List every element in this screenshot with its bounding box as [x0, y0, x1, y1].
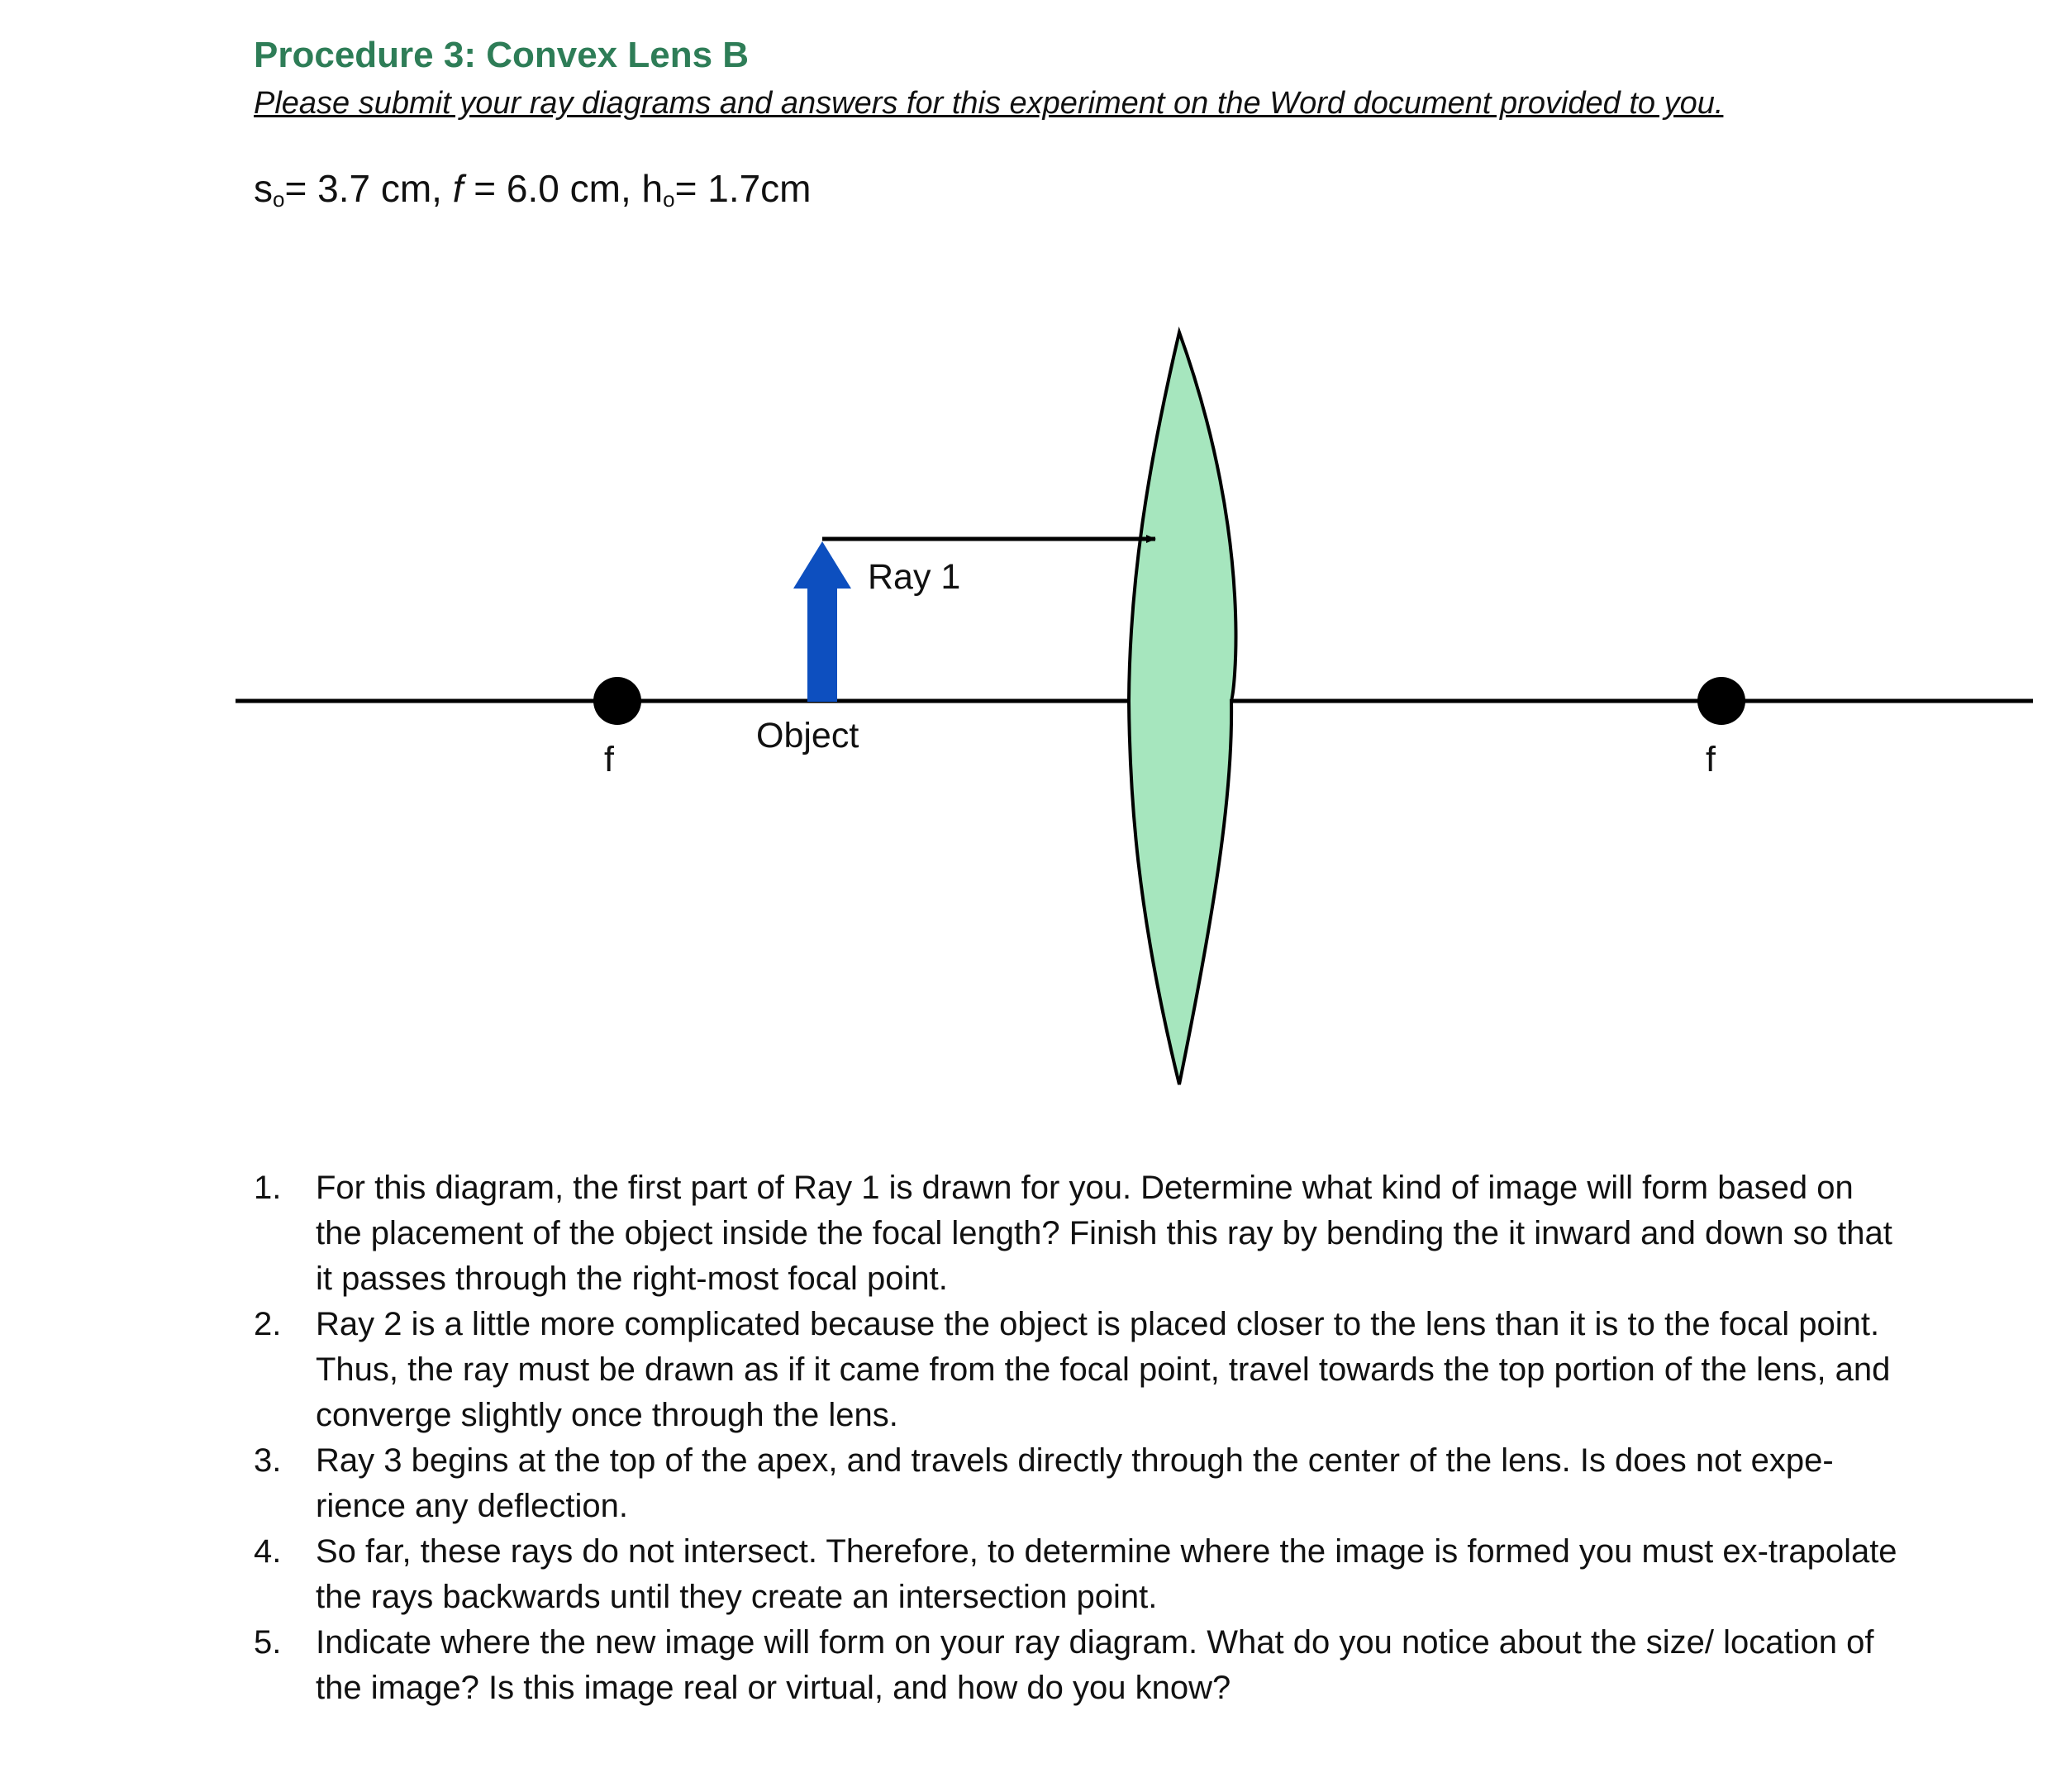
step-text: Ray 3 begins at the top of the apex, and travels directly through the center of the lens. Is does not expe-rience any deflection.: [316, 1442, 1834, 1524]
list-item: [254, 1438, 1898, 1529]
ho-subscript: o: [663, 187, 675, 212]
right-focal-point: [1697, 677, 1745, 725]
list-item: [254, 1529, 1898, 1620]
so-symbol: s: [254, 167, 273, 210]
left-focal-point: [593, 677, 641, 725]
object-arrow: [793, 541, 851, 702]
step-number: 5.: [254, 1624, 282, 1661]
step-text: So far, these rays do not intersect. Therefore, to determine where the image is formed you must ex-trapolate the rays backwards until they create an intersection point.: [316, 1533, 1897, 1615]
ho-symbol: h: [641, 167, 664, 210]
list-item: [254, 1165, 1898, 1302]
ho-value: = 1.7cm: [674, 167, 812, 210]
f-value: = 6.0 cm,: [474, 167, 631, 210]
page-title: Procedure 3: Convex Lens B: [254, 35, 750, 75]
procedure-steps: [254, 1165, 1898, 1711]
so-subscript: o: [273, 187, 285, 212]
step-text: Ray 2 is a little more complicated because the object is placed closer to the lens than it is to the focal point. Thus, the ray must be drawn as if it came from the focal point, travel towards the top portion of the lens, and converge slightly once through the lens.: [316, 1306, 1891, 1433]
f-symbol: f: [452, 167, 464, 210]
right-focal-label: f: [1706, 740, 1716, 779]
left-focal-label: f: [604, 740, 614, 779]
step-text: For this diagram, the first part of Ray 1 is drawn for you. Determine what kind of image will form based on the placement of the object inside the focal length? Finish this ray by bending the it inward and down so that it passes through the right-most focal point.: [316, 1170, 1892, 1297]
instruction-text: Please submit your ray diagrams and answers for this experiment on the Word document provided to you.: [254, 86, 1724, 121]
step-number: 3.: [254, 1442, 282, 1479]
step-text: Indicate where the new image will form on your ray diagram. What do you notice about the size/ location of the image? Is this image real or virtual, and how do you know?: [316, 1624, 1874, 1706]
object-label: Object: [756, 716, 859, 755]
convex-lens: [1129, 332, 1235, 1084]
so-value: = 3.7 cm,: [284, 167, 442, 210]
list-item: [254, 1620, 1898, 1711]
step-number: 2.: [254, 1306, 282, 1342]
list-item: [254, 1302, 1898, 1438]
step-number: 1.: [254, 1170, 282, 1206]
ray-1-label: Ray 1: [868, 557, 961, 597]
step-number: 4.: [254, 1533, 282, 1570]
